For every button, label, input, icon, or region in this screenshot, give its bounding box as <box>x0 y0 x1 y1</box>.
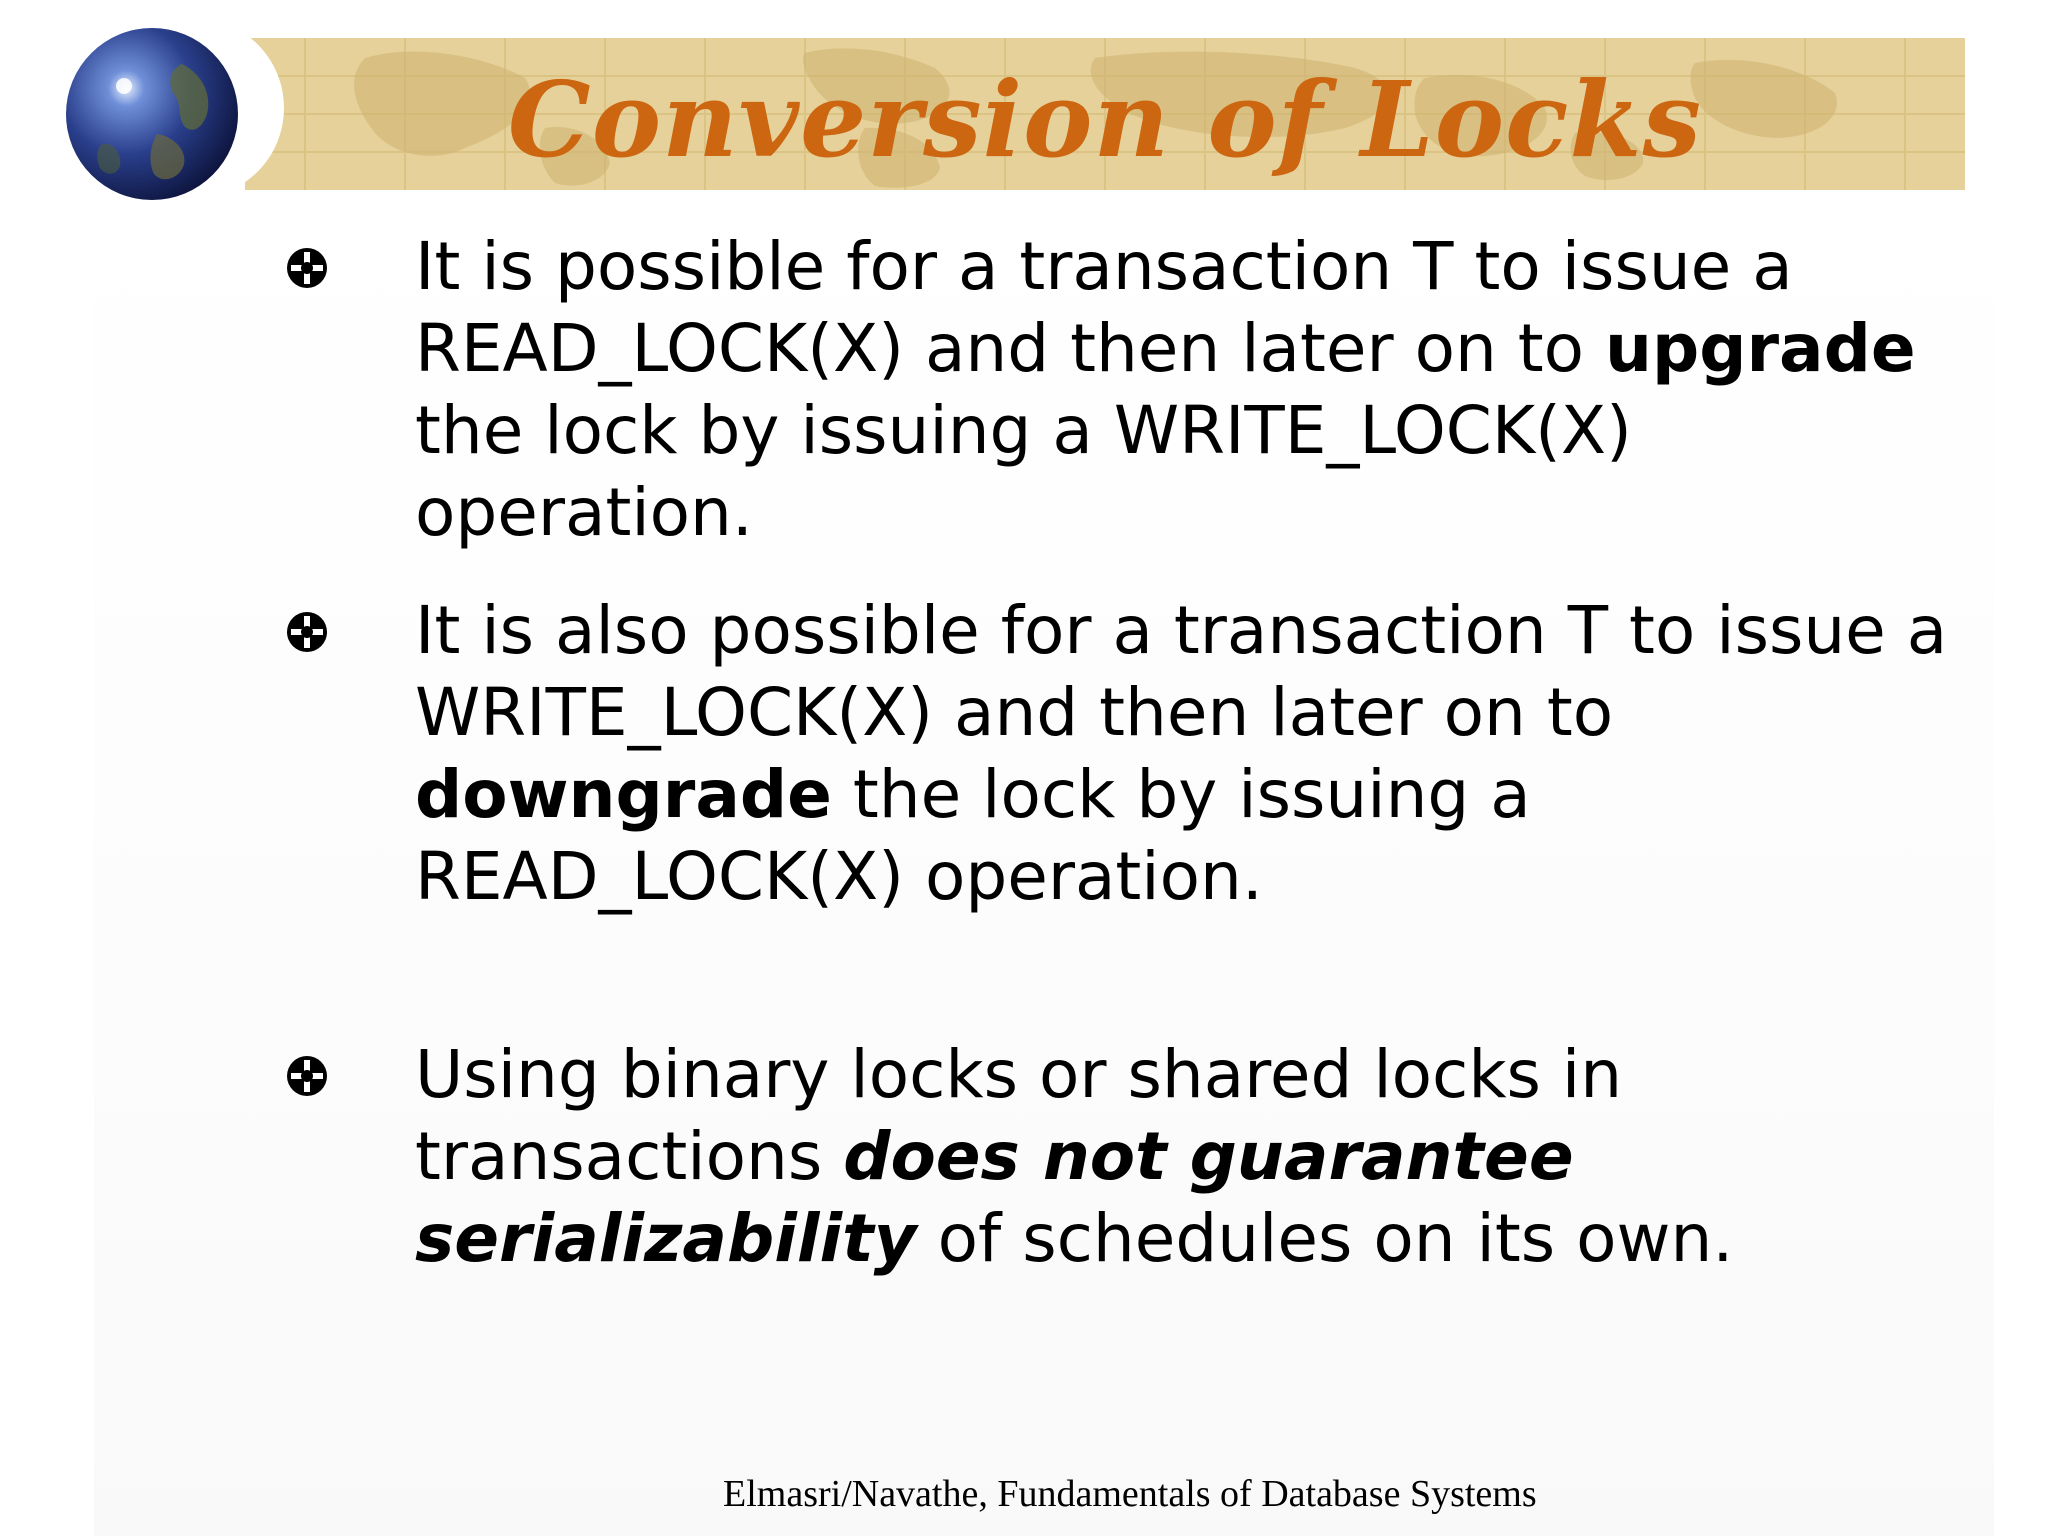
bullet-text: It is also possible for a transaction T to issue a WRITE_LOCK(X) and then later on to downgrade the lock by issuing a READ_LOCK(X) operation. <box>415 592 1948 915</box>
bullet-icon <box>285 246 329 290</box>
upgrade-term: upgrade <box>1605 310 1916 387</box>
globe-icon <box>62 24 242 204</box>
bullet-text: It is possible for a transaction T to issue a READ_LOCK(X) and then later on to upgrade the lock by issuing a WRITE_LOCK(X) operation. <box>415 228 1916 551</box>
bullet-icon <box>285 610 329 654</box>
serializability-emphasis: does not guarantee serializability <box>415 1118 1574 1277</box>
footer-citation: Elmasri/Navathe, Fundamentals of Database Systems <box>723 1473 1537 1515</box>
downgrade-term: downgrade <box>415 756 832 833</box>
slide-title: Conversion of Locks <box>507 58 1703 181</box>
bullet-icon <box>285 1054 329 1098</box>
bullet-text: Using binary locks or shared locks in transactions does not guarantee serializability of schedules on its own. <box>415 1036 1734 1277</box>
